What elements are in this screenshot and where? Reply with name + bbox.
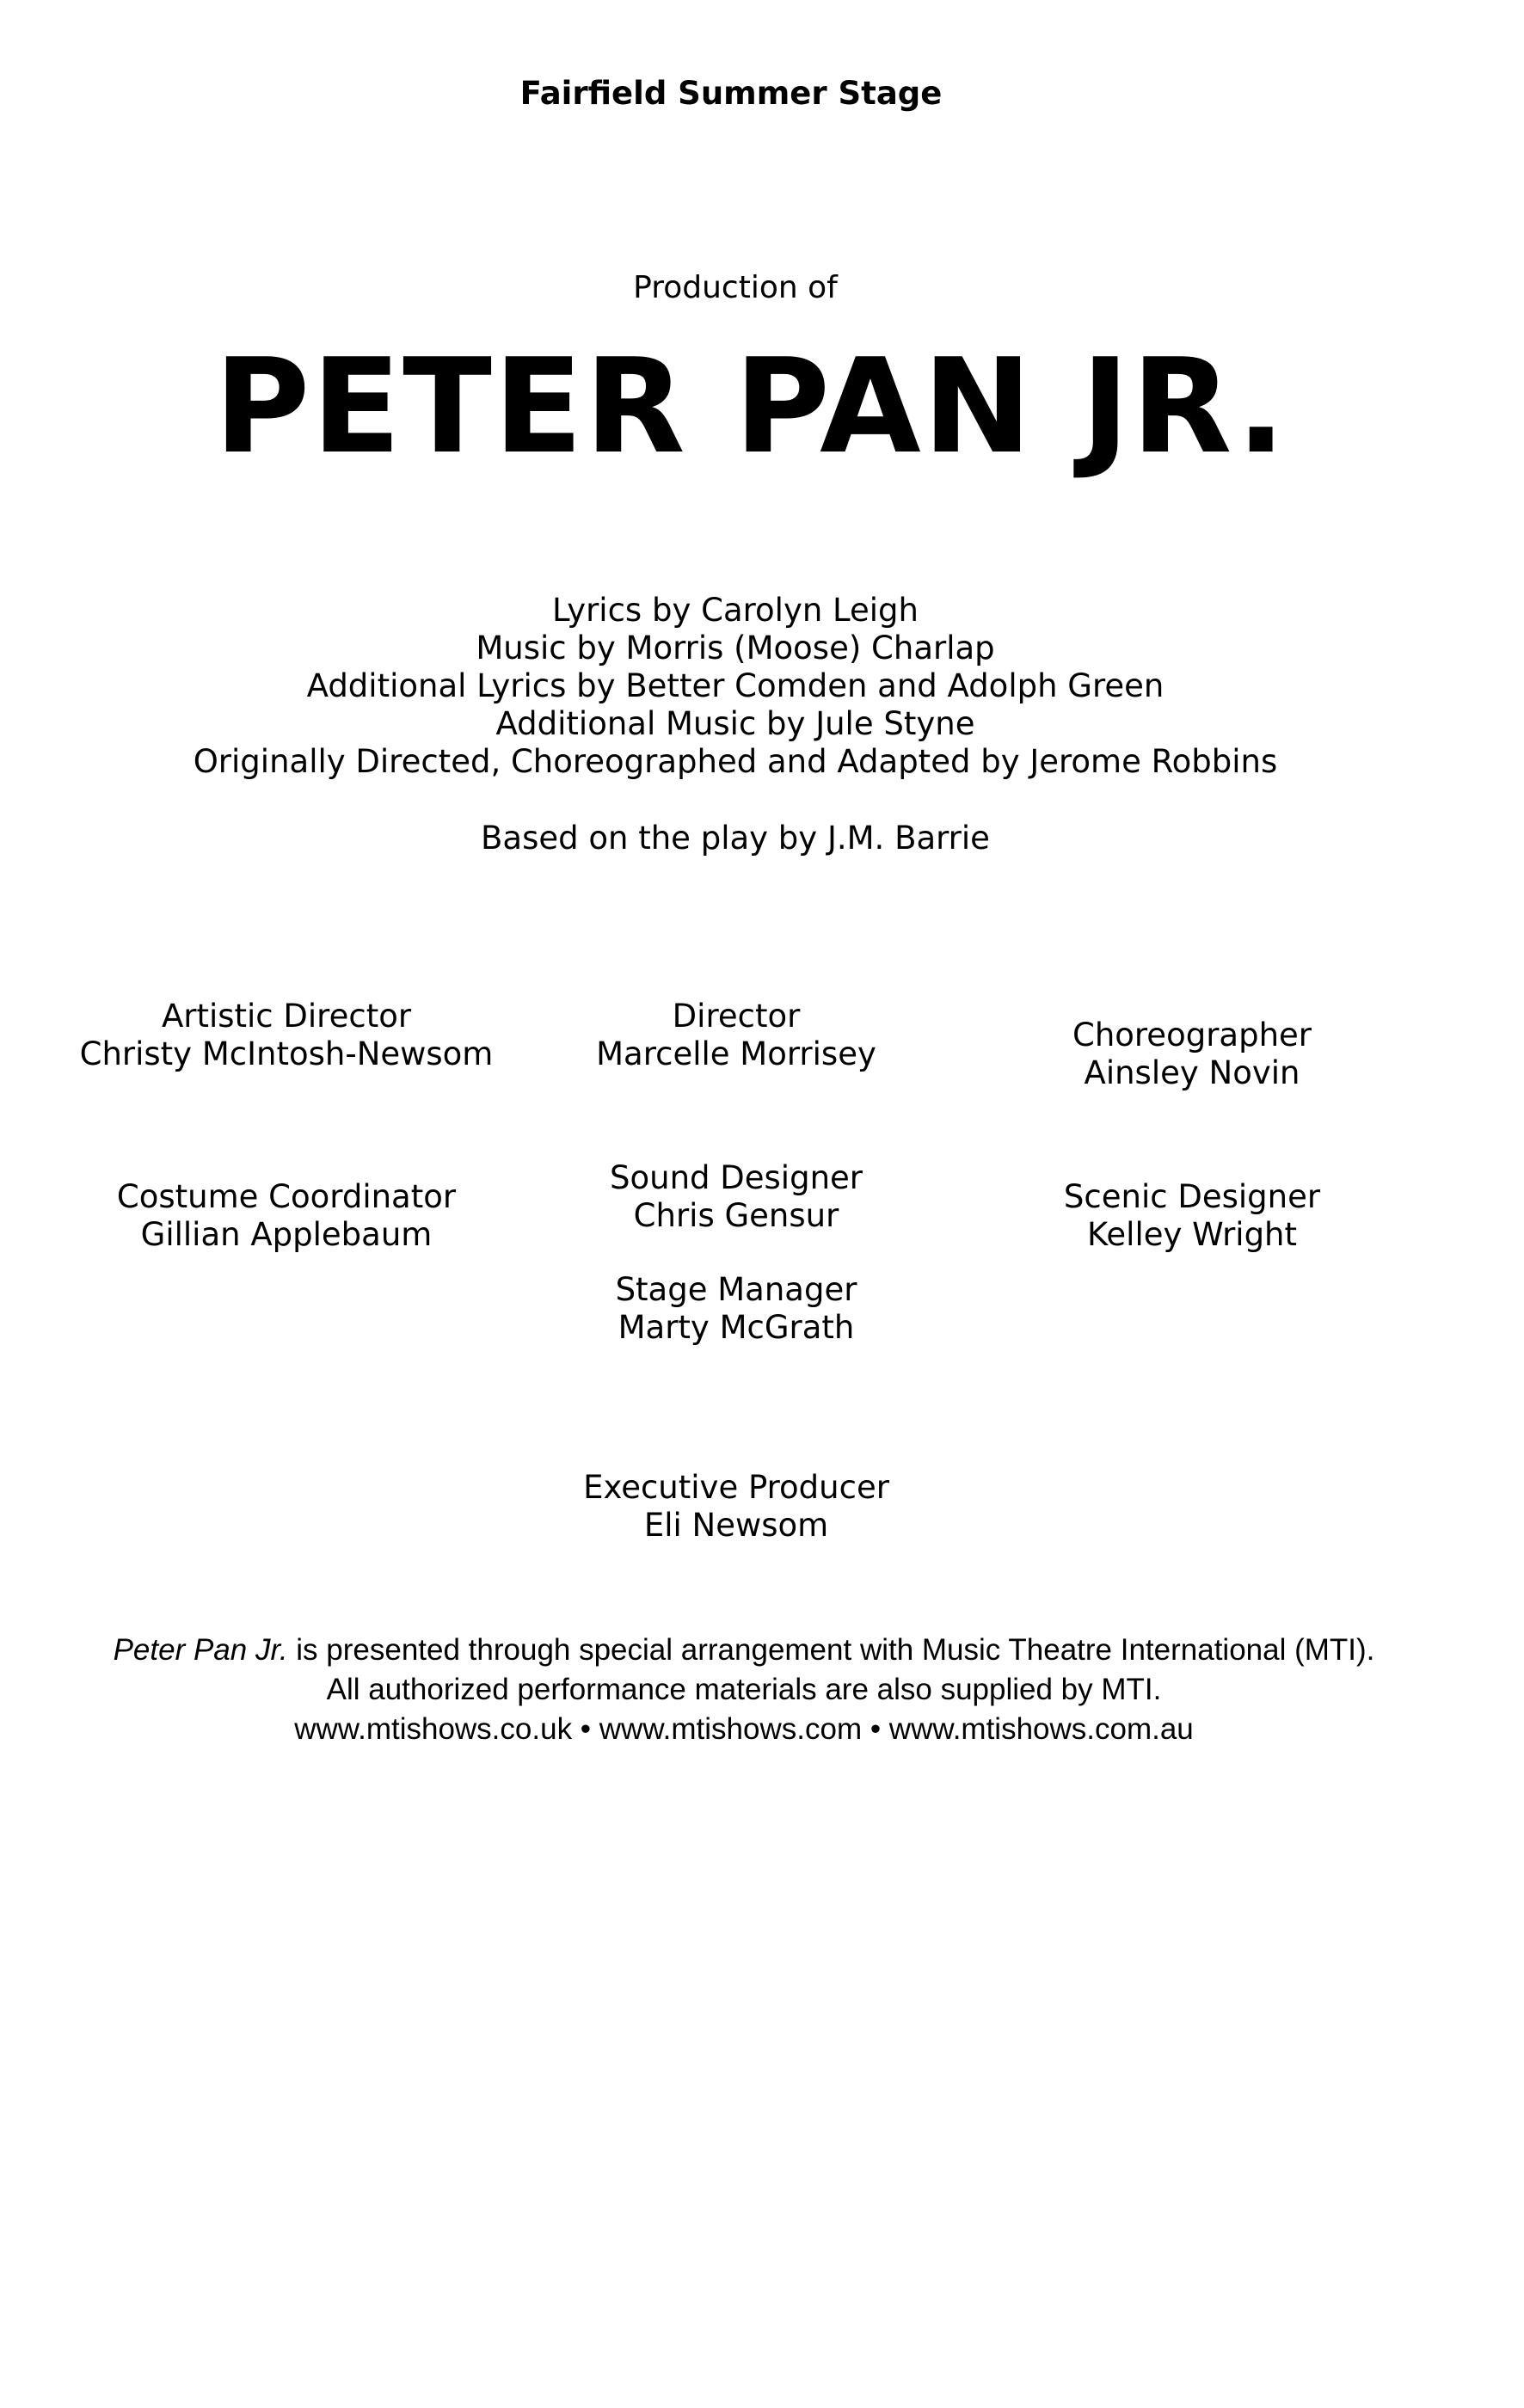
based-on-line: Based on the play by J.M. Barrie bbox=[481, 820, 990, 857]
credit-line-music: Music by Morris (Moose) Charlap bbox=[476, 630, 995, 666]
staff-choreographer bbox=[934, 1017, 1450, 1092]
authorship-credits bbox=[0, 592, 1471, 781]
staff-name: Christy McIntosh-Newsom bbox=[79, 1035, 494, 1072]
staff-director bbox=[487, 998, 986, 1073]
licensing-line-2: All authorized performance materials are also supplied by MTI. bbox=[326, 1673, 1162, 1706]
credit-line-additional-music: Additional Music by Jule Styne bbox=[495, 705, 975, 742]
staff-role: Artistic Director bbox=[161, 998, 412, 1035]
staff-role: Choreographer bbox=[1072, 1017, 1312, 1054]
licensing-show-name: Peter Pan Jr. bbox=[113, 1633, 288, 1667]
credit-line-original-direction: Originally Directed, Choreographed and Adapted by Jerome Robbins bbox=[193, 743, 1278, 780]
staff-name: Marcelle Morrisey bbox=[596, 1035, 876, 1072]
licensing-notice bbox=[0, 1631, 1488, 1749]
based-on-credit bbox=[0, 820, 1471, 857]
staff-stage-manager bbox=[487, 1271, 986, 1347]
staff-name: Eli Newsom bbox=[643, 1507, 829, 1544]
licensing-websites: www.mtishows.co.uk • www.mtishows.com • www.mtishows.com.au bbox=[294, 1712, 1194, 1746]
staff-role: Scenic Designer bbox=[1063, 1178, 1321, 1215]
production-of-label: Production of bbox=[633, 270, 838, 305]
credit-line-lyrics: Lyrics by Carolyn Leigh bbox=[551, 592, 919, 629]
staff-name: Kelley Wright bbox=[1086, 1216, 1298, 1253]
credit-line-additional-lyrics: Additional Lyrics by Better Comden and Adolph Green bbox=[306, 667, 1165, 704]
staff-name: Ainsley Novin bbox=[1084, 1054, 1300, 1091]
staff-role: Executive Producer bbox=[583, 1469, 889, 1506]
staff-name: Marty McGrath bbox=[618, 1309, 855, 1346]
staff-scenic-designer bbox=[934, 1178, 1450, 1254]
staff-sound-designer bbox=[487, 1159, 986, 1235]
staff-executive-producer bbox=[487, 1469, 986, 1545]
staff-name: Chris Gensur bbox=[633, 1197, 839, 1234]
staff-role: Director bbox=[672, 998, 801, 1035]
show-title: PETER PAN JR. bbox=[213, 330, 1288, 482]
staff-role: Stage Manager bbox=[615, 1271, 857, 1308]
staff-role: Costume Coordinator bbox=[116, 1178, 457, 1215]
staff-role: Sound Designer bbox=[610, 1159, 863, 1196]
staff-artistic-director bbox=[34, 998, 538, 1073]
licensing-line-1 bbox=[0, 1631, 1488, 1670]
licensing-statement: is presented through special arrangement with Music Theatre International (MTI). bbox=[287, 1633, 1375, 1667]
staff-costume-coordinator bbox=[34, 1178, 538, 1254]
staff-name: Gillian Applebaum bbox=[140, 1216, 433, 1253]
presenter-name: Fairfield Summer Stage bbox=[519, 75, 943, 112]
